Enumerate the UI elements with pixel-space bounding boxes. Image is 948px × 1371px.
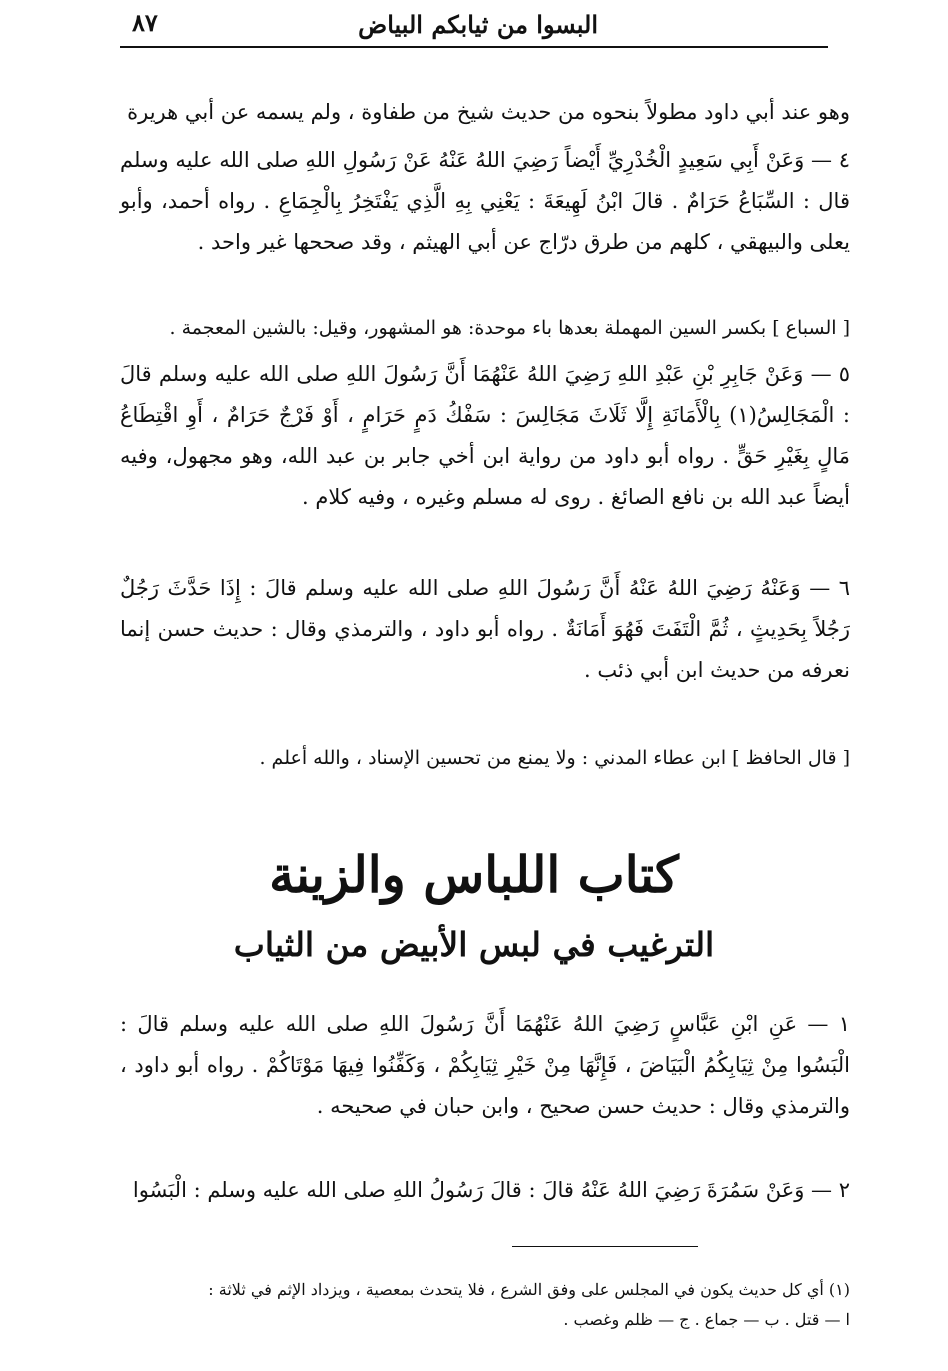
footnote-divider bbox=[512, 1246, 698, 1247]
hadith-4: ٤ — وَعَنْ أَبِي سَعِيدٍ الْخُدْرِيِّ أَيْضاً رَضِيَ اللهُ عَنْهُ عَنْ رَسُولِ اللهِ صلى الله عليه وسلم قال : السِّبَاعُ حَرَامٌ . قالَ ابْنُ لَهِيعَةَ : يَعْنِي بِهِ الَّذِي يَفْتَخِرُ بِالْجِمَاعِ . رواه أحمد، وأبو يعلى والبيهقي ، كلهم من طرق درّاج عن أبي الهيثم ، وقد صححها غير واحد . bbox=[120, 148, 850, 254]
footnote-line: ا — قتل . ب — جماع . ج — ظلم وغصب . bbox=[563, 1310, 850, 1329]
note-hafiz: [ قال الحافظ ] ابن عطاء المدني : ولا يمنع من تحسين الإسناد ، والله أعلم . bbox=[259, 747, 850, 769]
footnotes bbox=[120, 1275, 850, 1335]
book-title: كتاب اللباس والزينة bbox=[269, 845, 679, 904]
page-number: ٨٧ bbox=[132, 8, 158, 37]
page-header bbox=[120, 6, 828, 48]
chapter-title: الترغيب في لبس الأبيض من الثياب bbox=[233, 925, 715, 964]
paragraph-continuation: وهو عند أبي داود مطولاً بنحوه من حديث شيخ من طفاوة ، ولم يسمه عن أبي هريرة bbox=[127, 100, 850, 124]
chapter-hadith-1: ١ — عَنِ ابْنِ عَبَّاسٍ رَضِيَ اللهُ عَنْهُمَا أَنَّ رَسُولَ اللهِ صلى الله عليه وسلم قالَ : الْبَسُوا مِنْ ثِيَابِكُمُ الْبَيَاضَ ، فَإِنَّهَا مِنْ خَيْرِ ثِيَابِكُمْ ، وَكَفِّنُوا فِيهَا مَوْتَاكُمْ . رواه أبو داود ، والترمذي وقال : حديث حسن صحيح ، وابن حبان في صحيحه . bbox=[120, 1012, 850, 1118]
note-sibaa: [ السباع ] بكسر السين المهملة بعدها باء موحدة: هو المشهور، وقيل: بالشين المعجمة . bbox=[169, 317, 850, 339]
hadith-6: ٦ — وَعَنْهُ رَضِيَ اللهُ عَنْهُ أَنَّ رَسُولَ اللهِ صلى الله عليه وسلم قالَ : إِذَا حَدَّثَ رَجُلٌ رَجُلاً بِحَدِيثٍ ، ثُمَّ الْتَفَتَ فَهُوَ أَمَانَةٌ . رواه أبو داود ، والترمذي وقال : حديث حسن إنما نعرفه من حديث ابن أبي ذئب . bbox=[120, 576, 850, 682]
running-title: البسوا من ثيابكم البياض bbox=[358, 10, 598, 39]
chapter-hadith-2: ٢ — وَعَنْ سَمُرَةَ رَضِيَ اللهُ عَنْهُ قالَ : قالَ رَسُولُ اللهِ صلى الله عليه وسلم : الْبَسُوا bbox=[132, 1178, 850, 1202]
hadith-5: ٥ — وَعَنْ جَابِرِ بْنِ عَبْدِ اللهِ رَضِيَ اللهُ عَنْهُمَا أَنَّ رَسُولَ اللهِ صلى الله عليه وسلم قالَ : الْمَجَالِسُ(١) بِالْأَمَانَةِ إِلَّا ثَلَاثَ مَجَالِسَ : سَفْكُ دَمٍ حَرَامٍ ، أَوْ فَرْجٌ حَرَامٌ ، أَوِ اقْتِطَاعُ مَالٍ بِغَيْرِ حَقٍّ . رواه أبو داود من رواية ابن أخي جابر بن عبد الله، وهو مجهول، وفيه أيضاً عبد الله بن نافع الصائغ . روى له مسلم وغيره ، وفيه كلام . bbox=[120, 362, 850, 509]
footnote-line: (١) أي كل حديث يكون في المجلس على وفق الشرع ، فلا يتحدث بمعصية ، ويزداد الإثم في ثلاثة : bbox=[208, 1280, 850, 1299]
